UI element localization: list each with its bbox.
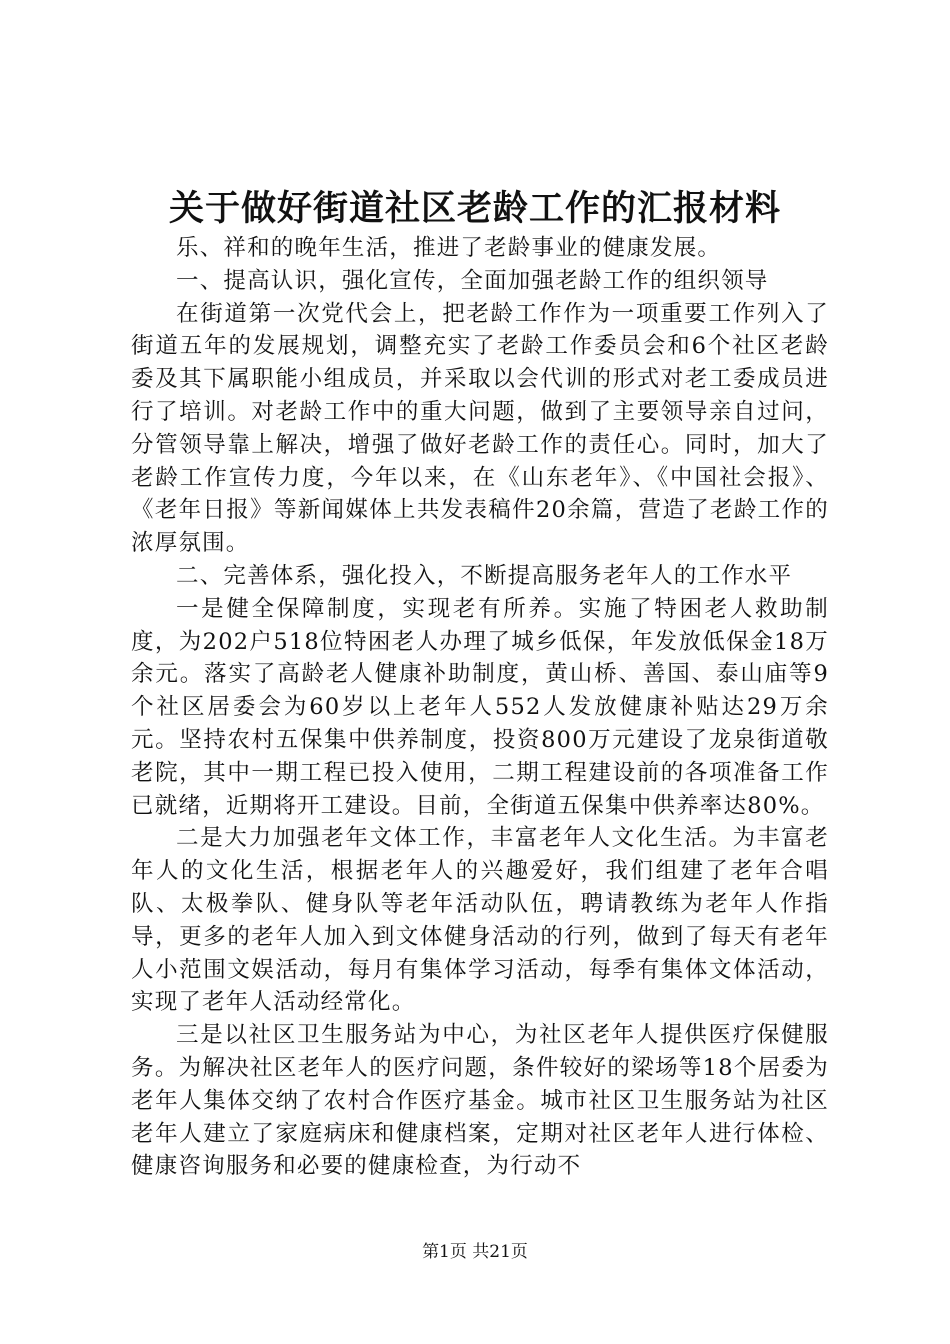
section-heading: 一、提高认识，强化宣传，全面加强老龄工作的组织领导 <box>176 267 769 294</box>
paragraph: 一是健全保障制度，实现老有所养。实施了特困老人救助制度，为202户518位特困老人办理了城乡低保，年发放低保金18万余元。落实了高龄老人健康补助制度，黄山桥、善国、泰山庙等9个社区居委会为60岁以上老年人552人发放健康补贴达29万余元。坚持农村五保集中供养制度，投资800万元建设了龙泉街道敬老院，其中一期工程已投入使用，二期工程建设前的各项准备工作已就绪，近期将开工建设。目前，全街道五保集中供养率达80%。 <box>131 595 829 819</box>
section-heading: 二、完善体系，强化投入，不断提高服务老年人的工作水平 <box>176 562 793 589</box>
document-body <box>131 232 829 1183</box>
paragraph: 二是大力加强老年文体工作，丰富老年人文化生活。为丰富老年人的文化生活，根据老年人的兴趣爱好，我们组建了老年合唱队、太极拳队、健身队等老年活动队伍，聘请教练为老年人作指导，更多的老年人加入到文体健身活动的行列，做到了每天有老年人小范围文娱活动，每月有集体学习活动，每季有集体文体活动，实现了老年人活动经常化。 <box>131 825 829 1016</box>
paragraph: 乐、祥和的晚年生活，推进了老龄事业的健康发展。 <box>176 235 722 261</box>
paragraph: 三是以社区卫生服务站为中心，为社区老年人提供医疗保健服务。为解决社区老年人的医疗问题，条件较好的梁场等18个居委为老年人集体交纳了农村合作医疗基金。城市社区卫生服务站为社区老年人建立了家庭病床和健康档案，定期对社区老年人进行体检、健康咨询服务和必要的健康检查，为行动不 <box>131 1022 829 1180</box>
document-title: 关于做好街道社区老龄工作的汇报材料 <box>168 188 781 229</box>
paragraph: 在街道第一次党代会上，把老龄工作作为一项重要工作列入了街道五年的发展规划，调整充实了老龄工作委员会和6个社区老龄委及其下属职能小组成员，并采取以会代训的形式对老工委成员进行了培训。对老龄工作中的重大问题，做到了主要领导亲自过问，分管领导靠上解决，增强了做好老龄工作的责任心。同时，加大了老龄工作宣传力度，今年以来，在《山东老年》、《中国社会报》、《老年日报》等新闻媒体上共发表稿件20余篇，营造了老龄工作的浓厚氛围。 <box>131 300 829 557</box>
page-number-footer: 第1页 共21页 <box>422 1242 528 1262</box>
